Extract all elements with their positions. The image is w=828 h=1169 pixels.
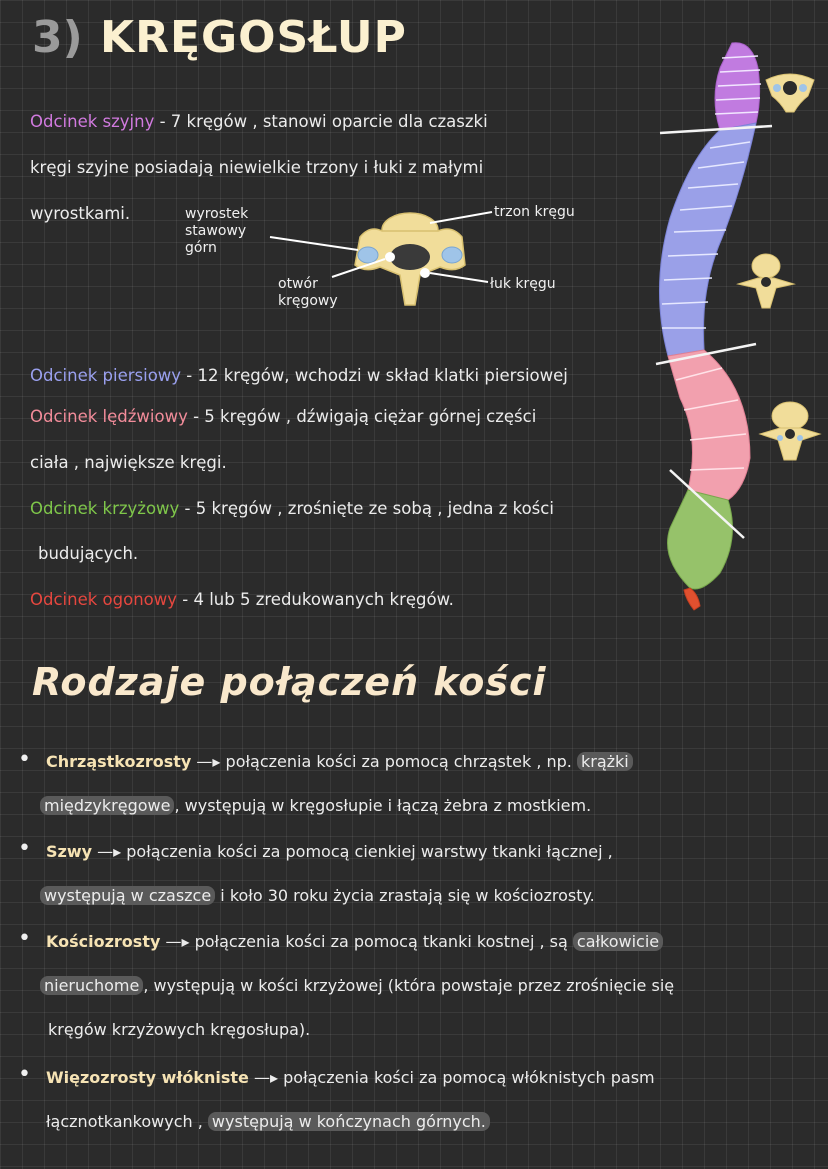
- dot-luk: [420, 268, 430, 278]
- szwy-line2: [40, 886, 595, 905]
- ogonowy-term: Odcinek ogonowy: [30, 590, 178, 609]
- kosc-highlight-1: całkowicie: [573, 932, 663, 951]
- kosc-line2: [40, 976, 674, 995]
- szyjny-line3: wyrostkami.: [30, 204, 131, 223]
- joints-heading: Rodzaje połączeń kości: [32, 660, 547, 704]
- kosc-highlight-2: nieruchome: [40, 976, 143, 995]
- szwy-desc2: i koło 30 roku życia zrastają się w kościozrosty.: [220, 886, 595, 905]
- szyjny-desc: - 7 kręgów , stanowi oparcie dla czaszki: [154, 112, 488, 131]
- ledzwiowy-desc: - 5 kręgów , dźwigają ciężar górnej części: [187, 407, 537, 426]
- coccyx-segment: [684, 588, 700, 610]
- chrz-highlight-2: międzykręgowe: [40, 796, 174, 815]
- lumbar-segment: [668, 350, 750, 500]
- piersiowy-line: [30, 366, 568, 385]
- szwy-desc: połączenia kości za pomocą cienkiej warstwy tkanki łącznej ,: [126, 842, 613, 861]
- kosc-line: [46, 932, 663, 951]
- divider-cervical: [660, 126, 772, 133]
- szwy-line: [46, 842, 613, 861]
- szyjny-term: Odcinek szyjny: [30, 112, 155, 131]
- label-luk: łuk kręgu: [490, 276, 556, 292]
- cervical-vertebra-illustration: [355, 213, 465, 305]
- label-wyrostek: wyrostek stawowy górn: [185, 206, 249, 256]
- bullet-2: •: [18, 836, 31, 861]
- pointer-trzon: [430, 212, 492, 223]
- pointer-luk: [430, 273, 488, 282]
- wiez-line2: [46, 1112, 490, 1131]
- szyjny-line2: kręgi szyjne posiadają niewielkie trzony i łuki z małymi: [30, 158, 484, 177]
- spine-illustration: [640, 38, 828, 618]
- wiez-desc2: łącznotkankowych ,: [46, 1112, 203, 1131]
- chrz-term: Chrząstkozrosty: [46, 752, 192, 771]
- szwy-highlight: występują w czaszce: [40, 886, 215, 905]
- chrz-desc2: , występują w kręgosłupie i łączą żebra z mostkiem.: [174, 796, 592, 815]
- ledzwiowy-line: [30, 407, 536, 426]
- ogonowy-desc: - 4 lub 5 zredukowanych kręgów.: [177, 590, 454, 609]
- bullet-4: •: [18, 1062, 31, 1087]
- cervical-vertebra-diagram: [260, 195, 500, 315]
- piersiowy-desc: - 12 kręgów, wchodzi w skład klatki piersiowej: [181, 366, 568, 385]
- cervical-vertebra-icon: [766, 74, 814, 112]
- sacral-segment: [668, 490, 733, 589]
- label-trzon: trzon kręgu: [494, 204, 575, 220]
- arrow-icon: —▸: [97, 842, 122, 861]
- ledzwiowy-line2: ciała , największe kręgi.: [30, 453, 227, 472]
- ledzwiowy-term: Odcinek lędźwiowy: [30, 407, 188, 426]
- chrz-desc: połączenia kości za pomocą chrząstek , np.: [225, 752, 572, 771]
- kosc-desc: połączenia kości za pomocą tkanki kostnej , są: [194, 932, 568, 951]
- krzyzowy-line2: budujących.: [38, 544, 139, 563]
- krzyzowy-line: [30, 499, 554, 518]
- pointer-wyrostek: [270, 237, 358, 250]
- dot-otwor: [385, 252, 395, 262]
- arrow-icon: —▸: [196, 752, 221, 771]
- chrz-line: [46, 752, 633, 771]
- kosc-desc2: , występują w kości krzyżowej (która powstaje przez zrośnięcie się: [143, 976, 675, 995]
- piersiowy-term: Odcinek piersiowy: [30, 366, 182, 385]
- bullet-1: •: [18, 747, 31, 772]
- wiez-highlight: występują w kończynach górnych.: [208, 1112, 490, 1131]
- wiez-line: [46, 1068, 655, 1087]
- szwy-term: Szwy: [46, 842, 93, 861]
- chrz-highlight-1: krążki: [577, 752, 633, 771]
- ogonowy-line: [30, 590, 454, 609]
- wiez-term: Więzozrosty włókniste: [46, 1068, 249, 1087]
- szyjny-line: [30, 112, 488, 131]
- wiez-desc: połączenia kości za pomocą włóknistych pasm: [283, 1068, 655, 1087]
- lumbar-vertebra-icon: [760, 402, 820, 460]
- section-number: 3): [32, 12, 83, 63]
- thoracic-vertebra-icon: [738, 254, 794, 308]
- chrz-line2: [40, 796, 591, 815]
- kosc-line3: kręgów krzyżowych kręgosłupa).: [48, 1020, 311, 1039]
- arrow-icon: —▸: [254, 1068, 279, 1087]
- krzyzowy-desc: - 5 kręgów , zrośnięte ze sobą , jedna z kości: [179, 499, 554, 518]
- thoracic-segment: [659, 123, 756, 356]
- krzyzowy-term: Odcinek krzyżowy: [30, 499, 180, 518]
- arrow-icon: —▸: [165, 932, 190, 951]
- label-otwor: otwór kręgowy: [278, 276, 338, 309]
- page-title: KRĘGOSŁUP: [100, 12, 407, 63]
- bullet-3: •: [18, 926, 31, 951]
- kosc-term: Kościozrosty: [46, 932, 161, 951]
